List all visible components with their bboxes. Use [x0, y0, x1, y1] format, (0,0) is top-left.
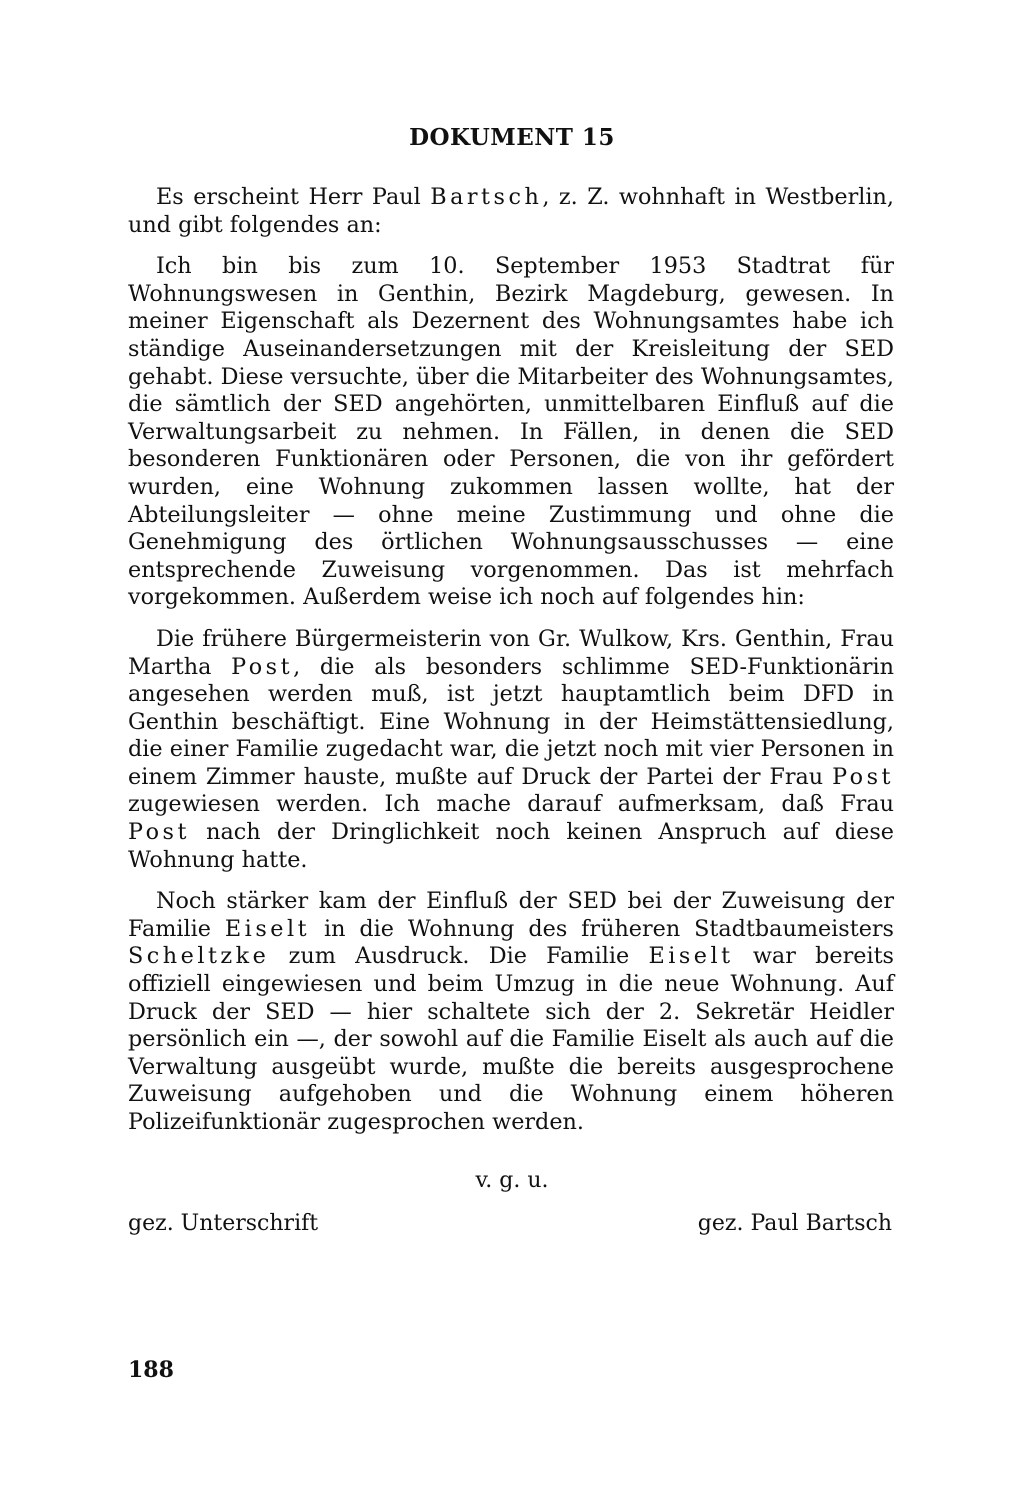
paragraph-3-text: in die Wohnung des früheren Stadtbaumeisters [310, 915, 894, 942]
paragraph-2-text: nach der Dringlichkeit noch keinen Anspruch auf diese Wohnung hatte. [128, 819, 894, 873]
spaced-name: Scheltzke [128, 943, 270, 970]
spaced-name: Post [231, 653, 294, 680]
paragraph-2 [128, 626, 894, 874]
spaced-name: Post [832, 763, 894, 790]
spaced-name: Bartsch [430, 184, 543, 210]
paragraph-2-text: Die frühere Bürgermeisterin von Gr. Wulkow, Krs. Genthin, Frau Martha [128, 625, 894, 680]
paragraph-3-text: war bereits offiziell eingewiesen und beim Umzug in die neue Wohnung. Auf Druck der SED — hier schaltete sich der 2. Sekretär Heidler persönlich ein —, der sowohl auf die Familie Eiselt als auch auf die Verwaltung ausgeübt wurde, mußte die bereits ausgesprochene Zuweisung aufgehoben und die Wohnung einem höheren Polizeifunktionär zugesprochen werden. [128, 943, 895, 1135]
paragraph-2-text: , die als besonders schlimme SED-Funktionärin angesehen werden muß, ist jetzt hauptamtlich beim DFD in Genthin beschäftigt. Eine Wohnung in der Heimstättensiedlung, die einer Familie zugedacht war, die jetzt noch mit vier Personen in einem Zimmer hauste, mußte auf Druck der Partei der Frau [128, 653, 895, 790]
paragraph-2-text: zugewiesen werden. Ich mache darauf aufmerksam, daß Frau [128, 791, 894, 818]
paragraph-3-text: Noch stärker kam der Einfluß der SED bei der Zuweisung der Familie [128, 888, 894, 942]
page-number: 188 [128, 1357, 174, 1383]
spaced-name: Post [128, 819, 190, 846]
closing-formula: v. g. u. [475, 1168, 549, 1193]
intro-text-before: Es erscheint Herr Paul [156, 184, 431, 210]
document-title: DOKUMENT 15 [409, 124, 615, 151]
paragraph-3 [128, 888, 894, 1136]
paragraph-3-text: zum Ausdruck. Die Familie [269, 943, 649, 970]
document-body [128, 184, 894, 1151]
signature-left: gez. Unterschrift [128, 1211, 319, 1236]
spaced-name: Eiselt [224, 915, 311, 942]
signature-right: gez. Paul Bartsch [697, 1211, 892, 1236]
spaced-name: Eiselt [648, 943, 734, 970]
intro-paragraph [128, 184, 894, 239]
intro-text-after: , z. Z. wohnhaft in Westberlin, und gibt folgendes an: [128, 184, 894, 238]
paragraph-1: Ich bin bis zum 10. September 1953 Stadtrat für Wohnungswesen in Genthin, Bezirk Magdeburg, gewesen. In meiner Eigenschaft als Dezernent des Wohnungsamtes habe ich ständige Auseinandersetzungen mit der Kreisleitung der SED gehabt. Diese versuchte, über die Mitarbeiter des Wohnungsamtes, die sämtlich der SED angehörten, unmittelbaren Einfluß auf die Verwaltungsarbeit zu nehmen. In Fällen, in denen die SED besonderen Funktionären oder Personen, die von ihr gefördert wurden, eine Wohnung zukommen lassen wollte, hat der Abteilungsleiter — ohne meine Zustimmung und ohne die Genehmigung des örtlichen Wohnungsausschusses — eine entsprechende Zuweisung vorgenommen. Das ist mehrfach vorgekommen. Außerdem weise ich noch auf folgendes hin: [128, 253, 894, 611]
